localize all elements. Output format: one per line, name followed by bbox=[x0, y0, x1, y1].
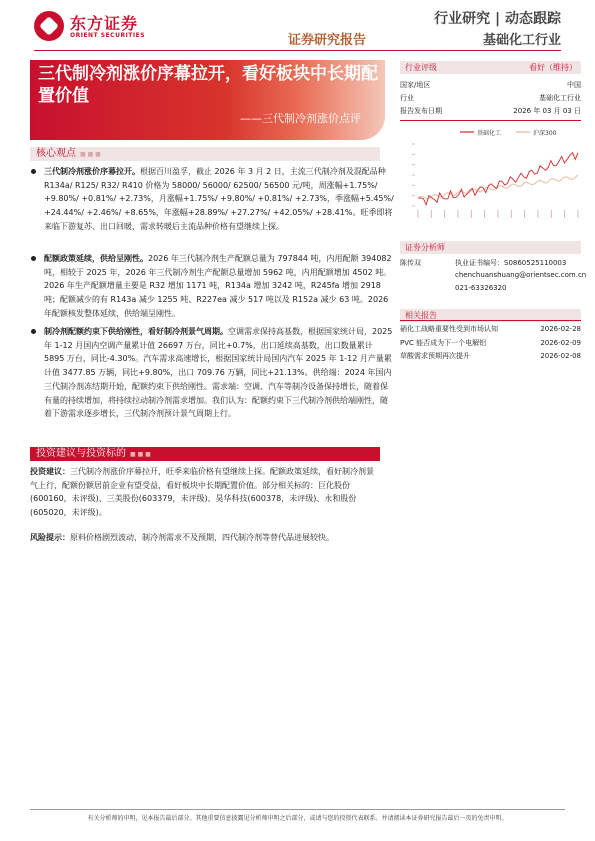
rating-label: 行业评级 bbox=[405, 63, 437, 72]
info-value: 中国 bbox=[567, 81, 581, 89]
footer-divider bbox=[30, 809, 565, 810]
related-list bbox=[400, 323, 581, 364]
industry-rating bbox=[400, 61, 581, 74]
advice-body: 三代制冷剂涨价序幕拉开，旺季来临价格有望继续上探。配额政策延续，看好制冷剂景气上行，配额份额居前企业有望受益，看好板块中长期配置价值。部分相关标的：巨化股份(600160，未评级)、三美股份(603379，未评级)、昊华科技(600378，未评级)、永和股份(605020，未评级)。 bbox=[30, 467, 374, 518]
info-row bbox=[400, 106, 581, 117]
bullet-body: 空调需求保持高基数，根据国家统计局，2025 年 1-12 月国内空调产量累计值 26697 万台，同比+0.7%，出口延续高基数，出口数量累计 5895 万台，同比-4.30%。汽车需求高速增长，根据国家统计局国内汽车 2025 年 1-12 月产量累计值 3477.85 万辆，同比+9.80%，出口 709.76 万辆，同比+21.13%。供给端：2024 年国内三代制冷剂冻结期开始，配额约束下供给刚性。需求端：空调、汽车等制冷设备保持增长，随着保有量的持续增加，将持续拉动制冷剂需求增加。我们认为：配额约束下三代制冷剂供给端刚性，随着下游需求逐步增长，三代制冷剂预计景气周期上行。 bbox=[44, 327, 393, 419]
report-category: 行业研究 | 动态跟踪 bbox=[434, 11, 561, 27]
page-subtitle: ——三代制冷剂涨价点评 bbox=[240, 112, 361, 125]
bullet-lead: 三代制冷剂涨价序幕拉开。 bbox=[44, 167, 140, 176]
related-item[interactable] bbox=[400, 350, 581, 364]
risk-note bbox=[30, 531, 380, 545]
related-date: 2026-02-28 bbox=[540, 325, 581, 333]
info-row bbox=[400, 80, 581, 91]
advice-lead: 投资建议： bbox=[30, 467, 70, 476]
bullet-dot bbox=[31, 256, 36, 261]
y-axis-ticks bbox=[412, 144, 415, 206]
disclaimer-footer: 有关分析师的申明，见本报告最后部分。其他重要信息披露见分析师申明之后部分，或请与您的投资代表联系。并请阅读本证券研究报告最后一页的免责申明。 bbox=[87, 815, 508, 822]
page-title: 三代制冷剂涨价序幕拉开，看好板块中长期配置价值 bbox=[38, 64, 378, 106]
info-key: 报告发布日期 bbox=[400, 107, 442, 115]
core-bullet-1 bbox=[30, 165, 394, 234]
info-key: 国家/地区 bbox=[400, 81, 431, 89]
x-axis-ticks bbox=[418, 210, 578, 218]
related-item[interactable] bbox=[400, 323, 581, 337]
related-heading-label: 相关报告 bbox=[405, 311, 437, 320]
analyst-heading bbox=[400, 241, 581, 254]
analyst-name: 陈传双 bbox=[400, 259, 421, 267]
risk-lead: 风险提示： bbox=[30, 533, 70, 542]
analyst-cert: 执业证书编号：S0860525110003 bbox=[455, 259, 567, 267]
chart-legend bbox=[460, 129, 557, 137]
related-title[interactable]: 草酸需求预期再次提升 bbox=[400, 352, 470, 360]
related-item[interactable] bbox=[400, 337, 581, 351]
heading-dots: ■ ■ ■ bbox=[80, 151, 101, 158]
legend-label-2: 沪深300 bbox=[533, 130, 557, 137]
bullet-body: 根据百川盈孚，截止 2026 年 3 月 2 日，主流三代制冷剂及混配品种 R134a/ R125/ R32/ R410 价格为 58000/ 56000/ 62500/ 56500 元/吨，周涨幅+1.75%/ +9.80%/ +0.81%/ +2.73%，月涨幅+1.75%/ +9.80%/ +0.81%/ +2.73%，季涨幅+5.45%/ +24.44%/ +2.46%/ +8.65%，年涨幅+28.89%/ +27.27%/ +42.05%/ +28.41%。旺季即将来临下游复苏、出口回暖，需求转暖后主流品种价格有望继续上探。 bbox=[44, 167, 394, 231]
analyst-phone: 021-63326320 bbox=[455, 284, 507, 292]
info-divider bbox=[400, 120, 581, 121]
rating-value: 看好（维持） bbox=[529, 63, 577, 72]
report-type: 证券研究报告 bbox=[288, 33, 367, 48]
legend-label-1: 基础化工 bbox=[477, 130, 502, 137]
bullet-dot bbox=[31, 329, 36, 334]
related-date: 2026-02-08 bbox=[540, 352, 581, 360]
info-row bbox=[400, 93, 581, 104]
logo-text-en: ORIENT SECURITIES bbox=[70, 32, 146, 39]
bullet-lead: 制冷剂配额约束下供给刚性，看好制冷剂景气周期。 bbox=[44, 327, 228, 336]
series-line-hs300 bbox=[418, 175, 578, 199]
bullet-body: 2026 年三代制冷剂生产配额总量为 797844 吨，内用配额 394082 吨，相较于 2025 年，2026 年三代制冷剂生产配额总量增加 5962 吨，内用配额增加 4502 吨。2026 年生产配额增量主要是 R32 增加 1171 吨，R134a 增加 3242 吨，R245fa 增加 2918 吨；配额减少的有 R143a 减少 1255 吨、R227ea 减少 517 吨以及 R152a 减少 63 吨。2026 年配额核发整体延续，供给端呈刚性。 bbox=[44, 254, 392, 318]
section-invest-heading bbox=[30, 447, 380, 461]
section-core-heading bbox=[30, 147, 380, 161]
risk-body: 原料价格剧烈波动，制冷剂需求不及预期，四代制冷剂等替代品进展较快。 bbox=[70, 533, 334, 542]
info-value: 2026 年 03 月 03 日 bbox=[513, 107, 581, 115]
invest-advice bbox=[30, 465, 380, 520]
core-bullet-2 bbox=[30, 252, 394, 321]
bullet-dot bbox=[31, 169, 36, 174]
info-value: 基础化工行业 bbox=[539, 94, 581, 102]
industry-name: 基础化工行业 bbox=[482, 33, 561, 48]
section-core-title: 核心观点 bbox=[36, 148, 76, 159]
header-divider bbox=[34, 50, 561, 51]
logo-text: 东方证券 bbox=[70, 14, 139, 33]
analyst-email[interactable]: chenchuanshuang@orientsec.com.cn bbox=[455, 271, 587, 279]
related-divider bbox=[400, 320, 581, 321]
analyst-heading-label: 证券分析师 bbox=[405, 243, 445, 252]
logo-mark bbox=[34, 11, 64, 41]
related-title[interactable]: PVC 能否成为下一个电解铝 bbox=[400, 338, 487, 347]
info-key: 行业 bbox=[400, 94, 414, 102]
heading-dots: ■ ■ ■ bbox=[130, 451, 151, 458]
related-date: 2026-02-09 bbox=[540, 338, 581, 347]
section-invest-title: 投资建议与投资标的 bbox=[36, 448, 126, 459]
related-title[interactable]: 硝化工战略重要性受到市场认知 bbox=[400, 325, 498, 333]
performance-chart bbox=[398, 124, 583, 224]
core-bullet-3 bbox=[30, 325, 394, 421]
bullet-lead: 配额政策延续，供给呈刚性。 bbox=[44, 254, 148, 263]
